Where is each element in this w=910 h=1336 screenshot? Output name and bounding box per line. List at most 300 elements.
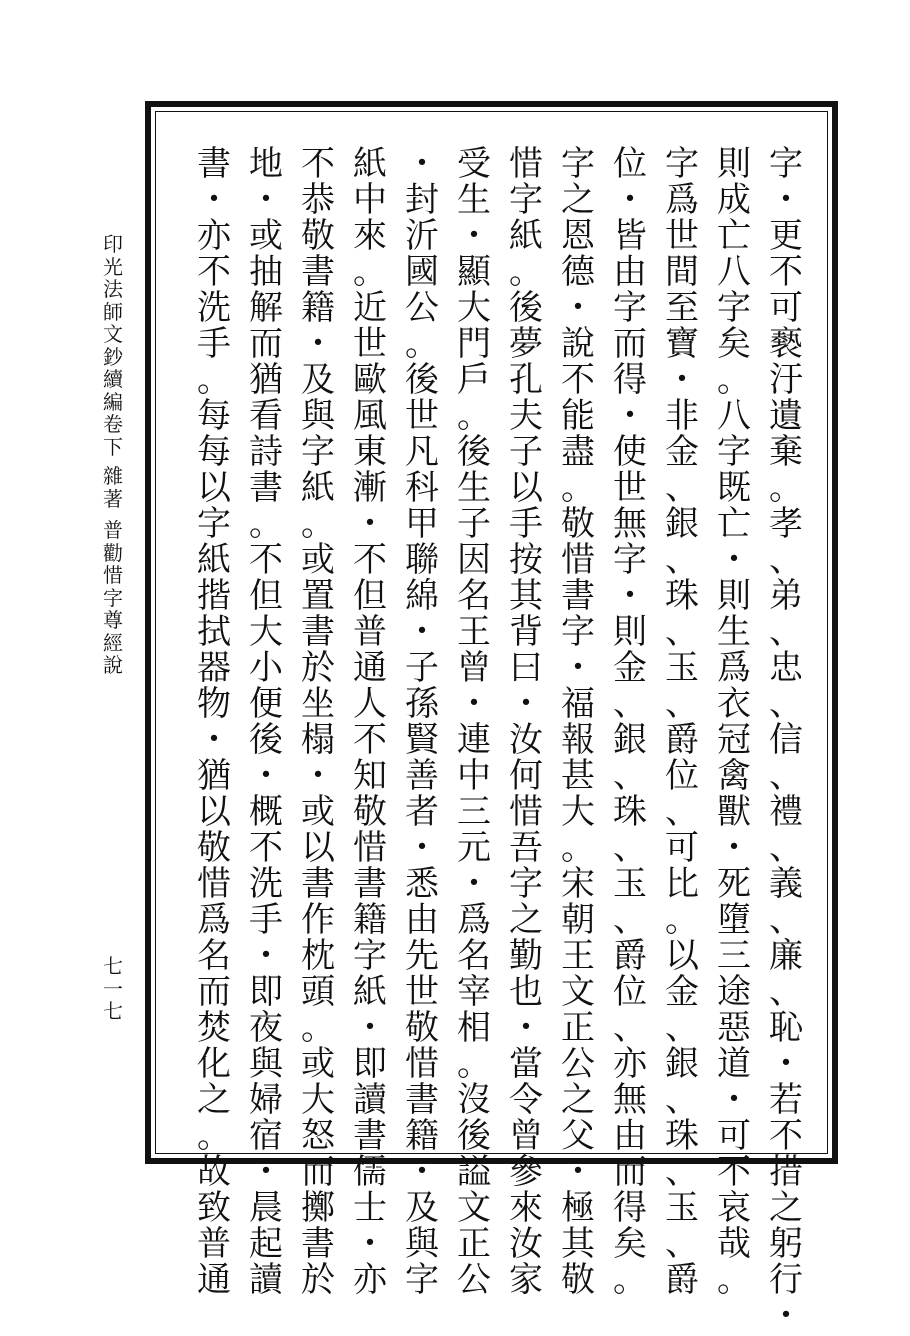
glyph: 可 xyxy=(665,828,699,868)
glyph: 續 xyxy=(103,367,123,391)
glyph: 爲 xyxy=(197,900,231,940)
glyph: 銀 xyxy=(613,720,647,760)
glyph: 曾 xyxy=(509,1116,543,1156)
glyph: ・ xyxy=(353,1224,387,1264)
glyph: 其 xyxy=(561,1224,595,1264)
glyph: 正 xyxy=(457,1224,491,1264)
glyph: ・ xyxy=(561,648,595,688)
glyph: 子 xyxy=(457,504,491,544)
glyph: 哀 xyxy=(717,1188,751,1228)
glyph: 不 xyxy=(769,252,803,292)
glyph: 曾 xyxy=(457,648,491,688)
glyph: 於 xyxy=(301,1260,335,1300)
glyph: 也 xyxy=(509,972,543,1012)
glyph: 盡 xyxy=(561,432,595,472)
glyph: 書 xyxy=(197,144,231,184)
glyph: 便 xyxy=(249,684,283,724)
glyph: 儒 xyxy=(353,1152,387,1192)
glyph: 字 xyxy=(717,288,751,328)
page-number xyxy=(99,955,127,1023)
glyph: 由 xyxy=(613,1116,647,1156)
glyph: 措 xyxy=(769,1152,803,1192)
glyph: 世 xyxy=(665,216,699,256)
glyph: 。 xyxy=(301,504,335,544)
glyph: 汝 xyxy=(509,720,543,760)
glyph: ・ xyxy=(457,684,491,724)
glyph: 顯 xyxy=(457,252,491,292)
glyph: 若 xyxy=(769,1080,803,1120)
glyph: 字 xyxy=(353,936,387,976)
glyph: 金 xyxy=(613,648,647,688)
glyph: 、 xyxy=(665,792,699,832)
glyph: 玉 xyxy=(665,1188,699,1228)
glyph: 字 xyxy=(717,432,751,472)
glyph: 小 xyxy=(249,648,283,688)
glyph: 一 xyxy=(103,976,123,1001)
glyph: 詩 xyxy=(249,432,283,472)
glyph: 揩 xyxy=(197,576,231,616)
glyph: 沒 xyxy=(457,1080,491,1120)
glyph: 無 xyxy=(613,504,647,544)
glyph: 朝 xyxy=(561,900,595,940)
glyph: 亦 xyxy=(353,1260,387,1300)
glyph: 則 xyxy=(613,612,647,652)
glyph: 、 xyxy=(769,756,803,796)
glyph: 、 xyxy=(769,684,803,724)
glyph: 戶 xyxy=(457,360,491,400)
glyph: 得 xyxy=(613,1188,647,1228)
glyph: 與 xyxy=(301,396,335,436)
glyph: 爲 xyxy=(665,180,699,220)
text-column xyxy=(400,144,444,1300)
glyph: 普 xyxy=(353,612,387,652)
glyph: 銀 xyxy=(665,504,699,544)
glyph: 爵 xyxy=(665,720,699,760)
glyph: 惜 xyxy=(353,828,387,868)
glyph: 吾 xyxy=(509,828,543,868)
glyph: 能 xyxy=(561,396,595,436)
glyph: ・ xyxy=(509,1008,543,1048)
glyph: 或 xyxy=(249,216,283,256)
text-column xyxy=(712,144,756,1300)
glyph: 拭 xyxy=(197,612,231,652)
glyph: ・ xyxy=(769,1044,803,1084)
glyph: 文 xyxy=(561,972,595,1012)
glyph: 於 xyxy=(301,648,335,688)
glyph: 與 xyxy=(249,1044,283,1084)
glyph: 字 xyxy=(613,288,647,328)
glyph: ・ xyxy=(197,180,231,220)
glyph: 。 xyxy=(509,252,543,292)
glyph: 位 xyxy=(665,756,699,796)
glyph: 極 xyxy=(561,1188,595,1228)
glyph: 褻 xyxy=(769,324,803,364)
glyph: ・ xyxy=(405,612,439,652)
glyph: 起 xyxy=(249,1224,283,1264)
glyph: 中 xyxy=(353,180,387,220)
glyph: 恩 xyxy=(561,216,595,256)
glyph: 或 xyxy=(301,792,335,832)
glyph: 坐 xyxy=(301,684,335,724)
glyph: 、 xyxy=(665,1152,699,1192)
glyph: 風 xyxy=(353,396,387,436)
glyph: ・ xyxy=(301,756,335,796)
glyph: 以 xyxy=(509,468,543,508)
glyph: 孝 xyxy=(769,504,803,544)
glyph: 珠 xyxy=(665,576,699,616)
glyph: 之 xyxy=(769,1188,803,1228)
glyph: 紙 xyxy=(197,540,231,580)
glyph: 報 xyxy=(561,720,595,760)
glyph: 婦 xyxy=(249,1080,283,1120)
glyph: 後 xyxy=(457,432,491,472)
glyph: 弟 xyxy=(769,576,803,616)
glyph: 紙 xyxy=(353,972,387,1012)
glyph: 惜 xyxy=(103,563,123,587)
glyph: 說 xyxy=(561,324,595,364)
glyph: ・ xyxy=(665,360,699,400)
glyph: 之 xyxy=(561,1080,595,1120)
glyph: 福 xyxy=(561,684,595,724)
glyph: 凡 xyxy=(405,432,439,472)
glyph: 而 xyxy=(613,324,647,364)
glyph: 敬 xyxy=(405,1008,439,1048)
glyph: 金 xyxy=(665,432,699,472)
glyph: 即 xyxy=(353,1044,387,1084)
glyph: 書 xyxy=(353,864,387,904)
glyph: 不 xyxy=(353,540,387,580)
glyph: ・ xyxy=(197,720,231,760)
glyph: 惜 xyxy=(509,792,543,832)
glyph: 。 xyxy=(717,360,751,400)
glyph: 敬 xyxy=(561,1260,595,1300)
glyph: 衣 xyxy=(717,684,751,724)
glyph: 綿 xyxy=(405,576,439,616)
glyph: 或 xyxy=(301,540,335,580)
glyph: 籍 xyxy=(405,1116,439,1156)
glyph: 、 xyxy=(665,1080,699,1120)
glyph: 非 xyxy=(665,396,699,436)
glyph: 籍 xyxy=(301,288,335,328)
glyph: 文 xyxy=(103,322,123,346)
glyph: 可 xyxy=(717,1116,751,1156)
glyph: 、 xyxy=(613,900,647,940)
glyph: 其 xyxy=(509,576,543,616)
glyph: 七 xyxy=(103,999,123,1023)
glyph: ・ xyxy=(509,684,543,724)
glyph: 猶 xyxy=(249,360,283,400)
glyph: 器 xyxy=(197,648,231,688)
glyph: 相 xyxy=(457,1008,491,1048)
glyph: 後 xyxy=(457,1116,491,1156)
glyph: 爵 xyxy=(613,936,647,976)
text-column xyxy=(296,144,340,1300)
glyph: 。 xyxy=(613,1260,647,1300)
glyph: 三 xyxy=(457,792,491,832)
glyph: 近 xyxy=(353,288,387,328)
glyph: 受 xyxy=(457,144,491,184)
glyph: 字 xyxy=(197,504,231,544)
glyph: 子 xyxy=(405,648,439,688)
glyph: 不 xyxy=(561,360,595,400)
glyph: 至 xyxy=(665,288,699,328)
glyph: ・ xyxy=(613,576,647,616)
glyph: 來 xyxy=(509,1188,543,1228)
glyph: 。 xyxy=(353,252,387,292)
glyph: 爵 xyxy=(665,1260,699,1300)
glyph: 不 xyxy=(301,144,335,184)
glyph: 之 xyxy=(561,180,595,220)
glyph: 位 xyxy=(613,972,647,1012)
glyph: 、 xyxy=(613,828,647,868)
glyph: 夢 xyxy=(509,324,543,364)
glyph: 而 xyxy=(197,972,231,1012)
glyph: 書 xyxy=(301,252,335,292)
glyph: 令 xyxy=(509,1080,543,1120)
glyph: 卷 xyxy=(103,412,123,436)
glyph: 字 xyxy=(103,585,123,610)
glyph: 亦 xyxy=(613,1044,647,1084)
glyph: 則 xyxy=(717,144,751,184)
glyph: 大 xyxy=(249,612,283,652)
glyph: 名 xyxy=(457,936,491,976)
glyph: 生 xyxy=(457,180,491,220)
glyph: 更 xyxy=(769,216,803,256)
glyph: 者 xyxy=(405,792,439,832)
glyph: 矣 xyxy=(717,324,751,364)
glyph: 以 xyxy=(197,792,231,832)
glyph: 士 xyxy=(353,1188,387,1228)
glyph: 皆 xyxy=(613,216,647,256)
glyph: 及 xyxy=(405,1188,439,1228)
glyph: 世 xyxy=(405,972,439,1012)
glyph: 悉 xyxy=(405,864,439,904)
glyph: 不 xyxy=(769,1116,803,1156)
glyph: ・ xyxy=(717,1080,751,1120)
glyph: 知 xyxy=(353,756,387,796)
glyph: 德 xyxy=(561,252,595,292)
glyph: ・ xyxy=(717,540,751,580)
glyph: 字 xyxy=(665,144,699,184)
glyph: 比 xyxy=(665,864,699,904)
glyph: 則 xyxy=(717,576,751,616)
glyph: 及 xyxy=(301,360,335,400)
glyph: 參 xyxy=(509,1152,543,1192)
glyph: 洗 xyxy=(197,288,231,328)
glyph: 宰 xyxy=(457,972,491,1012)
text-column xyxy=(608,144,652,1300)
glyph: 來 xyxy=(353,216,387,256)
glyph: 。 xyxy=(769,468,803,508)
glyph: 八 xyxy=(717,396,751,436)
glyph: 、 xyxy=(613,756,647,796)
glyph: 即 xyxy=(249,972,283,1012)
glyph: 普 xyxy=(197,1224,231,1264)
glyph: 孔 xyxy=(509,360,543,400)
glyph: 榻 xyxy=(301,720,335,760)
glyph: 亡 xyxy=(717,216,751,256)
glyph: 不 xyxy=(249,540,283,580)
text-column xyxy=(764,144,808,1336)
glyph: 封 xyxy=(405,180,439,220)
glyph: 致 xyxy=(197,1188,231,1228)
glyph: 怒 xyxy=(301,1116,335,1156)
glyph: 敬 xyxy=(561,504,595,544)
glyph: 生 xyxy=(717,612,751,652)
text-column xyxy=(192,144,236,1300)
glyph: 書 xyxy=(301,1224,335,1264)
glyph: 連 xyxy=(457,720,491,760)
glyph: 化 xyxy=(197,1044,231,1084)
glyph: 。 xyxy=(717,1260,751,1300)
text-column xyxy=(556,144,600,1300)
glyph: 惡 xyxy=(717,1008,751,1048)
glyph: 宋 xyxy=(561,864,595,904)
glyph: 無 xyxy=(613,1080,647,1120)
glyph: ・ xyxy=(301,324,335,364)
glyph: 玉 xyxy=(613,864,647,904)
glyph: 不 xyxy=(249,828,283,868)
glyph: 、 xyxy=(769,828,803,868)
glyph: 夜 xyxy=(249,1008,283,1048)
glyph: 死 xyxy=(717,864,751,904)
glyph: 書 xyxy=(561,576,595,616)
glyph: ・ xyxy=(405,1152,439,1192)
glyph: 甲 xyxy=(405,504,439,544)
glyph: 禽 xyxy=(717,756,751,796)
glyph: 寶 xyxy=(665,324,699,364)
glyph: 而 xyxy=(301,1152,335,1192)
glyph: 、 xyxy=(665,468,699,508)
glyph: 字 xyxy=(561,144,595,184)
glyph: 東 xyxy=(353,432,387,472)
glyph: 王 xyxy=(457,612,491,652)
glyph: 不 xyxy=(717,1152,751,1192)
glyph: 手 xyxy=(249,900,283,940)
glyph: 、 xyxy=(613,684,647,724)
article-title xyxy=(99,519,127,677)
glyph: 鈔 xyxy=(103,344,123,369)
glyph: 謚 xyxy=(457,1152,491,1192)
glyph: 編 xyxy=(103,389,123,414)
glyph: 使 xyxy=(613,432,647,472)
glyph: 門 xyxy=(457,324,491,364)
glyph: 中 xyxy=(457,756,491,796)
glyph: 甚 xyxy=(561,756,595,796)
glyph: 抽 xyxy=(249,252,283,292)
glyph: 亦 xyxy=(197,216,231,256)
glyph: 看 xyxy=(249,396,283,436)
glyph: ・ xyxy=(249,180,283,220)
glyph: 行 xyxy=(769,1260,803,1300)
glyph: 七 xyxy=(103,954,123,978)
glyph: 惜 xyxy=(509,144,543,184)
glyph: ・ xyxy=(457,216,491,256)
glyph: 道 xyxy=(717,1044,751,1084)
glyph: 作 xyxy=(301,900,335,940)
glyph: 經 xyxy=(103,630,123,655)
glyph: 地 xyxy=(249,144,283,184)
glyph: 位 xyxy=(613,144,647,184)
glyph: 大 xyxy=(561,792,595,832)
glyph: 下 xyxy=(103,434,123,459)
glyph: 公 xyxy=(457,1260,491,1300)
glyph: 、 xyxy=(769,540,803,580)
glyph: 先 xyxy=(405,936,439,976)
glyph: 。 xyxy=(197,1116,231,1156)
glyph: 宿 xyxy=(249,1116,283,1156)
glyph: 焚 xyxy=(197,1008,231,1048)
glyph: 枕 xyxy=(301,936,335,976)
glyph: 每 xyxy=(197,396,231,436)
glyph: 說 xyxy=(103,653,123,677)
glyph: 、 xyxy=(665,1224,699,1264)
glyph: 按 xyxy=(509,540,543,580)
glyph: 義 xyxy=(769,864,803,904)
glyph: 而 xyxy=(613,1152,647,1192)
glyph: 。 xyxy=(405,324,439,364)
glyph: 解 xyxy=(249,288,283,328)
glyph: 、 xyxy=(769,972,803,1012)
glyph: 、 xyxy=(665,1008,699,1048)
book-title xyxy=(99,233,127,458)
text-column xyxy=(244,144,288,1300)
glyph: ・ xyxy=(249,936,283,976)
glyph: 置 xyxy=(301,576,335,616)
glyph: 遺 xyxy=(769,396,803,436)
glyph: 生 xyxy=(457,468,491,508)
glyph: 文 xyxy=(457,1188,491,1228)
glyph: ・ xyxy=(405,828,439,868)
glyph: 惜 xyxy=(405,1044,439,1084)
glyph: 通 xyxy=(353,648,387,688)
text-column xyxy=(504,144,548,1300)
glyph: 公 xyxy=(405,288,439,328)
glyph: 以 xyxy=(301,828,335,868)
glyph: 印 xyxy=(103,232,123,256)
glyph: 、 xyxy=(769,900,803,940)
glyph: 。 xyxy=(561,828,595,868)
glyph: 。 xyxy=(561,468,595,508)
glyph: 人 xyxy=(353,684,387,724)
glyph: ・ xyxy=(613,396,647,436)
glyph: 亡 xyxy=(717,504,751,544)
glyph: 世 xyxy=(613,468,647,508)
glyph: 元 xyxy=(457,828,491,868)
text-column xyxy=(348,144,392,1300)
glyph: 沂 xyxy=(405,216,439,256)
glyph: 讀 xyxy=(353,1080,387,1120)
glyph: 信 xyxy=(769,720,803,760)
glyph: 。 xyxy=(665,900,699,940)
glyph: 。 xyxy=(457,1044,491,1084)
glyph: 敬 xyxy=(197,828,231,868)
glyph: 書 xyxy=(353,1116,387,1156)
glyph: 。 xyxy=(457,396,491,436)
glyph: 子 xyxy=(509,432,543,472)
glyph: 法 xyxy=(103,277,123,301)
glyph: 惜 xyxy=(197,864,231,904)
glyph: 通 xyxy=(197,1260,231,1300)
page-border-inner xyxy=(155,111,828,1336)
glyph: 王 xyxy=(561,936,595,976)
glyph: 故 xyxy=(197,1152,231,1192)
glyph: 八 xyxy=(717,252,751,292)
glyph: ・ xyxy=(717,828,751,868)
glyph: 善 xyxy=(405,756,439,796)
glyph: 恥 xyxy=(769,1008,803,1048)
glyph: 字 xyxy=(613,540,647,580)
